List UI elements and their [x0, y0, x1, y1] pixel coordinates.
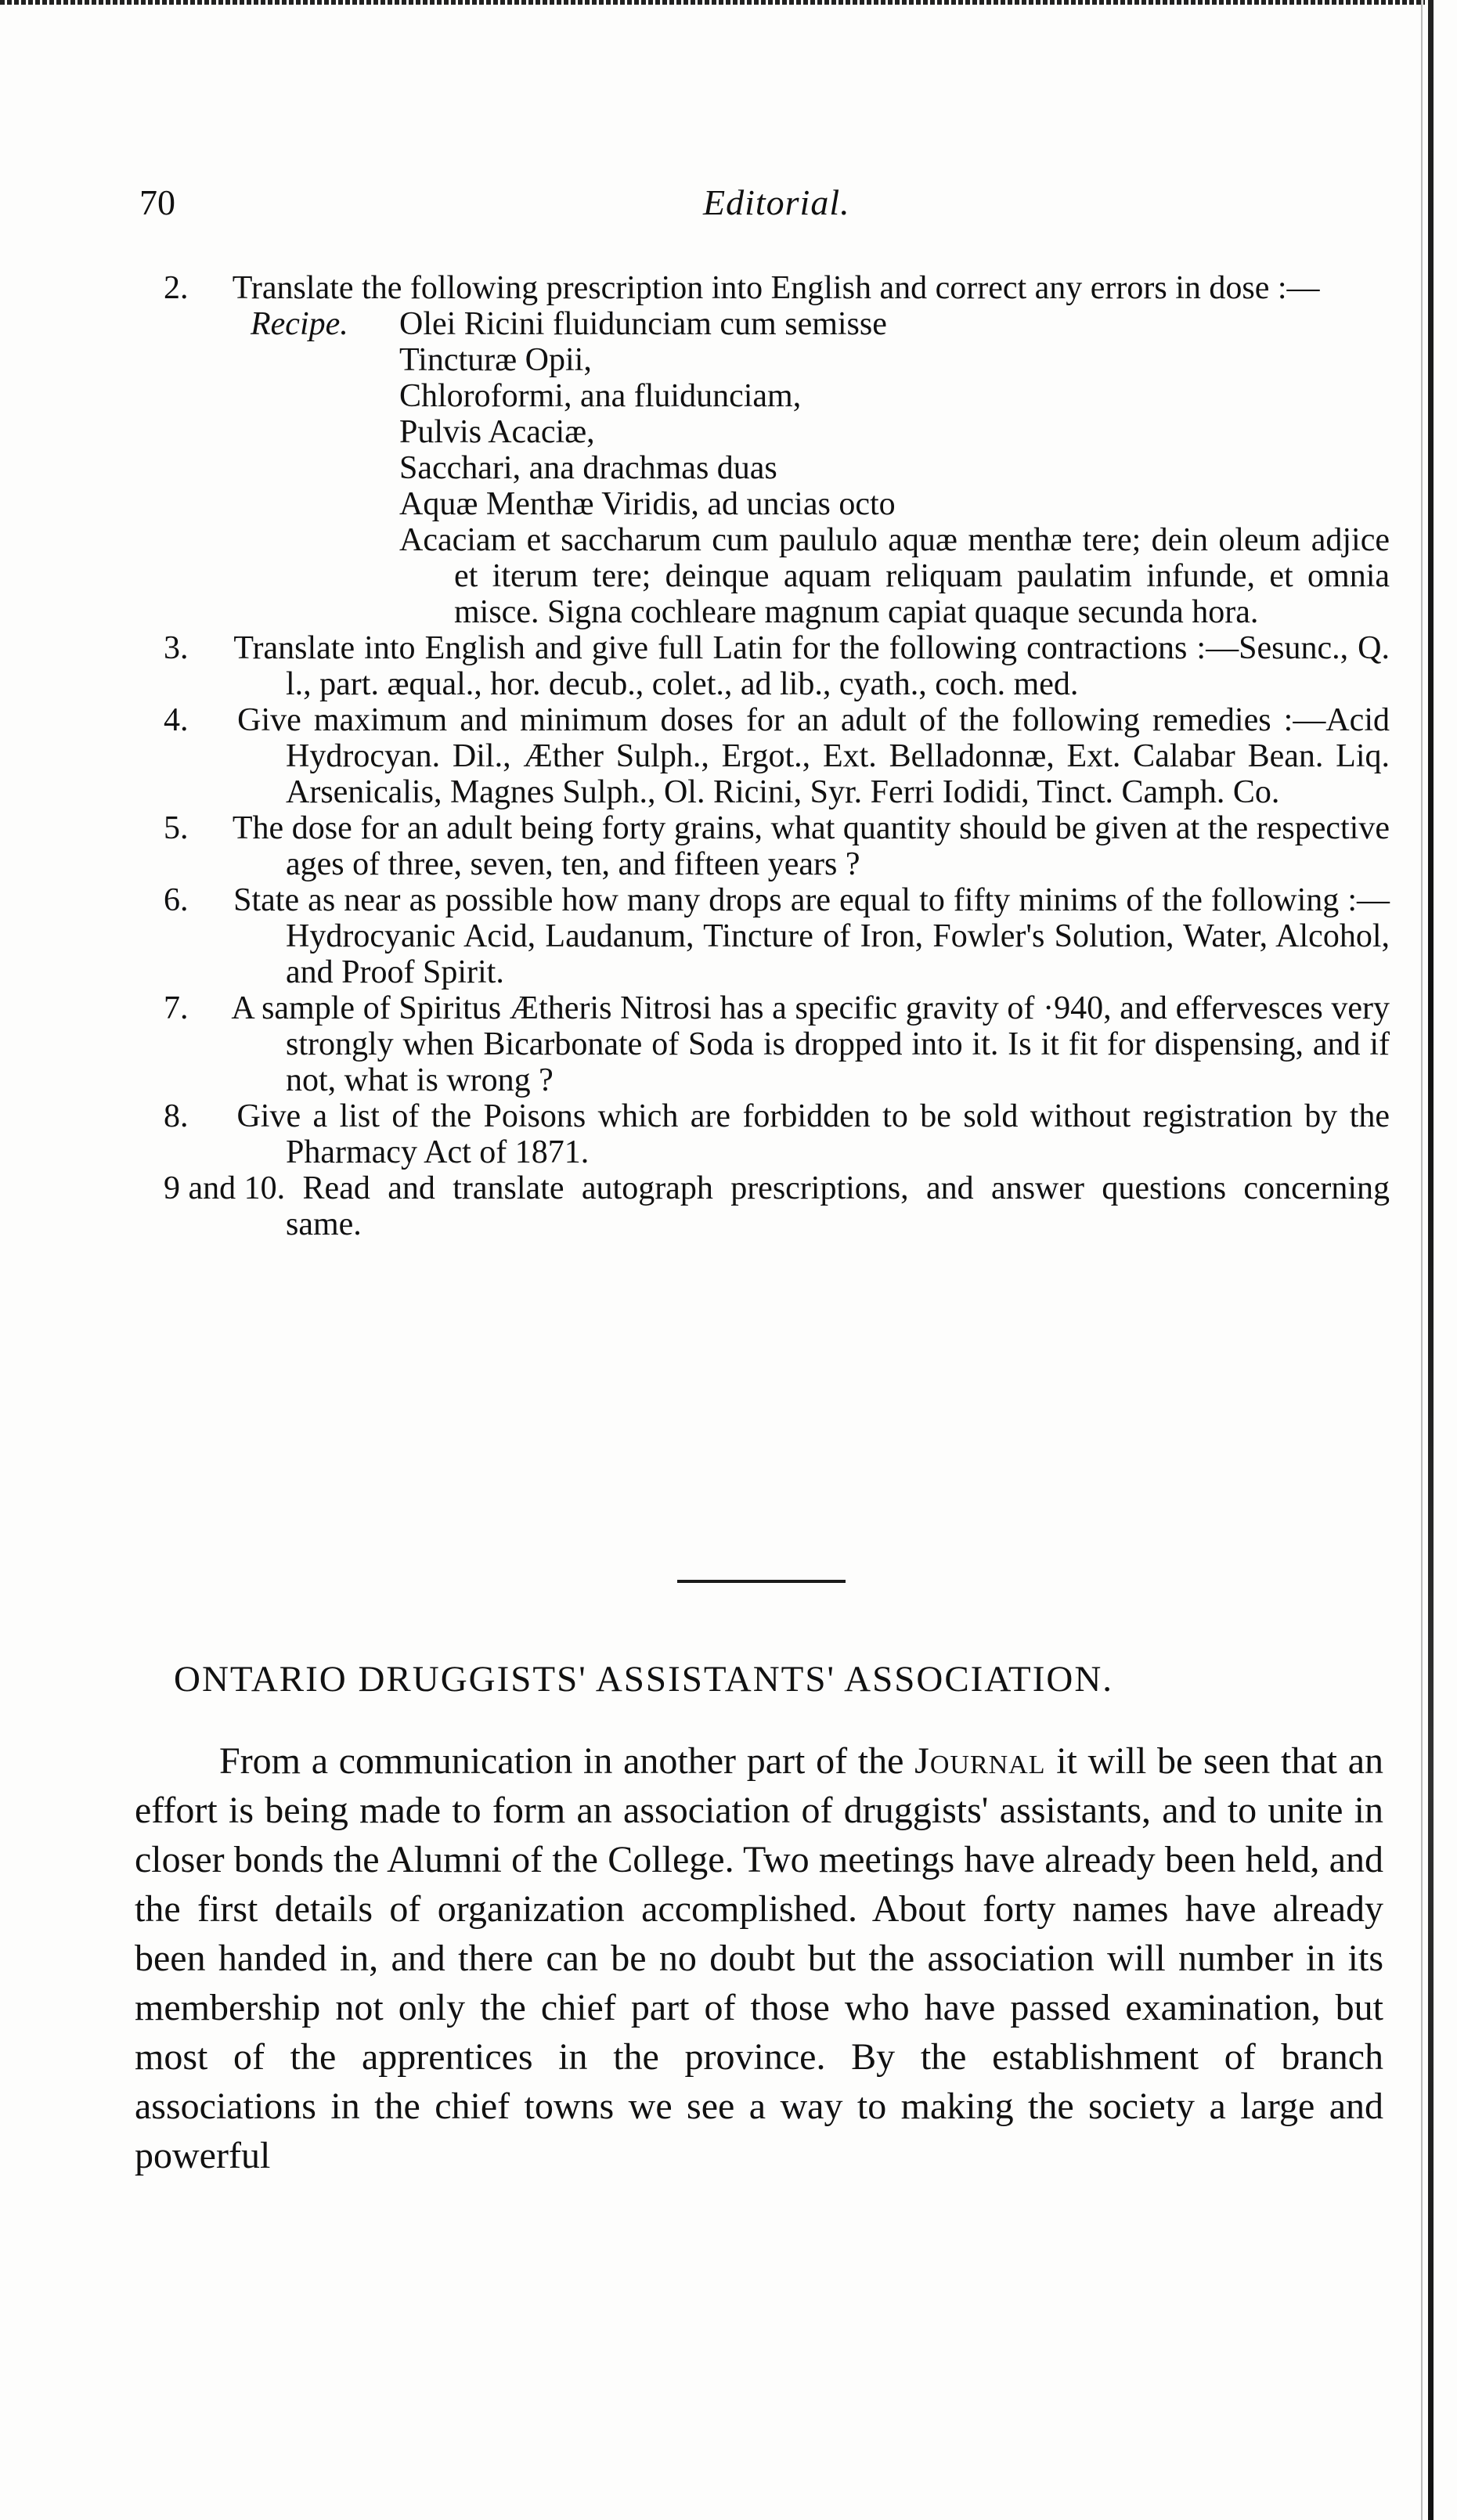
ingredient-line: Tincturæ Opii, [399, 342, 592, 378]
exam-questions [164, 270, 1390, 1242]
prescription-block [207, 306, 1390, 630]
question-item: 2. Translate the following prescription into English and correct any errors in dose :— [164, 270, 1320, 306]
paragraph-text-rest: it will be seen that an effort is being made to form an association of druggists' assistants, and to unite in closer bonds the Alumni of the College. Two meetings have already been held, and the first details of organization accomplished. About forty names have already been handed in, and there can be no doubt but the association will number in its membership not only the chief part of those who have passed examination, but most of the apprentices in the province. By the establishment of branch associations in the chief towns we see a way to making the society a large and powerful [135, 1740, 1384, 2176]
question-text: Translate into English and give full Latin for the following contractions :—Sesunc., Q. l., part. æqual., hor. decub., colet., ad lib., cyath., coch. med. [233, 630, 1390, 702]
prescription-directions: Acaciam et saccharum cum paululo aquæ menthæ tere; dein oleum adjice et iterum tere; deinque aquam reliquam paulatim infunde, et omnia misce. Signa cochleare magnum capiat quaque secunda hora. [399, 522, 1390, 630]
ingredient-line: Olei Ricini fluidunciam cum semisse [399, 306, 887, 342]
question-text: Translate the following prescription into English and correct any errors in dose :— [232, 270, 1320, 306]
question-item: 8. Give a list of the Poisons which are forbidden to be sold without registration by the Pharmacy Act of 1871. [164, 1098, 1390, 1170]
scan-border-top [0, 0, 1425, 5]
scan-shadow-right [1421, 0, 1423, 2520]
scan-border-right [1428, 0, 1434, 2520]
section-divider [677, 1580, 846, 1583]
journal-reference: Journal [914, 1740, 1046, 1782]
recipe-label: Recipe. [251, 306, 348, 342]
article-paragraph [135, 1736, 1383, 2180]
question-item [164, 1170, 1390, 1242]
running-head [139, 182, 1384, 236]
running-title: Editorial. [703, 182, 850, 222]
question-item: 4. Give maximum and minimum doses for an adult of the following remedies :—Acid Hydrocyan. Dil., Æther Sulph., Ergot., Ext. Belladonnæ, Ext. Calabar Bean. Liq. Arsenicalis, Magnes Sulph., Ol. Ricini, Syr. Ferri Iodidi, Tinct. Camph. Co. [164, 702, 1390, 810]
question-text: Read and translate autograph prescriptions, and answer questions concerning same. [286, 1170, 1390, 1242]
page-number: 70 [139, 182, 175, 222]
paragraph-text-start: From a communication in another part of the [219, 1740, 904, 1782]
question-text: Give a list of the Poisons which are forbidden to be sold without registration by the Pharmacy Act of 1871. [236, 1098, 1390, 1170]
ingredient-line: Chloroformi, ana fluidunciam, [399, 378, 802, 414]
question-item: 5. The dose for an adult being forty grains, what quantity should be given at the respective ages of three, seven, ten, and fifteen years ? [164, 810, 1390, 882]
question-number: 9 and 10. [164, 1170, 286, 1206]
article-body [135, 1736, 1383, 2180]
ingredient-line: Aquæ Menthæ Viridis, ad uncias octo [399, 486, 896, 522]
question-text: State as near as possible how many drops are equal to fifty minims of the following :—Hydrocyanic Acid, Laudanum, Tincture of Iron, Fowler's Solution, Water, Alcohol, and Proof Spirit. [233, 882, 1390, 990]
question-text: A sample of Spiritus Ætheris Nitrosi has a specific gravity of ·940, and effervesces very strongly when Bicarbonate of Soda is dropped into it. Is it fit for dispensing, and if not, what is wrong ? [231, 990, 1390, 1098]
prescription-ingredients [399, 306, 1390, 522]
question-item: 6. State as near as possible how many drops are equal to fifty minims of the following :—Hydrocyanic Acid, Laudanum, Tincture of Iron, Fowler's Solution, Water, Alcohol, and Proof Spirit. [164, 882, 1390, 990]
question-item: 7. A sample of Spiritus Ætheris Nitrosi has a specific gravity of ·940, and effervesces very strongly when Bicarbonate of Soda is dropped into it. Is it fit for dispensing, and if not, what is wrong ? [164, 990, 1390, 1098]
section-heading: ONTARIO DRUGGISTS' ASSISTANTS' ASSOCIATION. [174, 1659, 1114, 1700]
question-text: Give maximum and minimum doses for an adult of the following remedies :—Acid Hydrocyan. Dil., Æther Sulph., Ergot., Ext. Belladonnæ, Ext. Calabar Bean. Liq. Arsenicalis, Magnes Sulph., Ol. Ricini, Syr. Ferri Iodidi, Tinct. Camph. Co. [237, 702, 1390, 810]
ingredient-line: Pulvis Acaciæ, [399, 414, 595, 450]
question-text: The dose for an adult being forty grains, what quantity should be given at the respective ages of three, seven, ten, and fifteen years ? [232, 810, 1390, 882]
question-item: 3. Translate into English and give full Latin for the following contractions :—Sesunc., Q. l., part. æqual., hor. decub., colet., ad lib., cyath., coch. med. [164, 630, 1390, 702]
ingredient-line: Sacchari, ana drachmas duas [399, 450, 777, 486]
